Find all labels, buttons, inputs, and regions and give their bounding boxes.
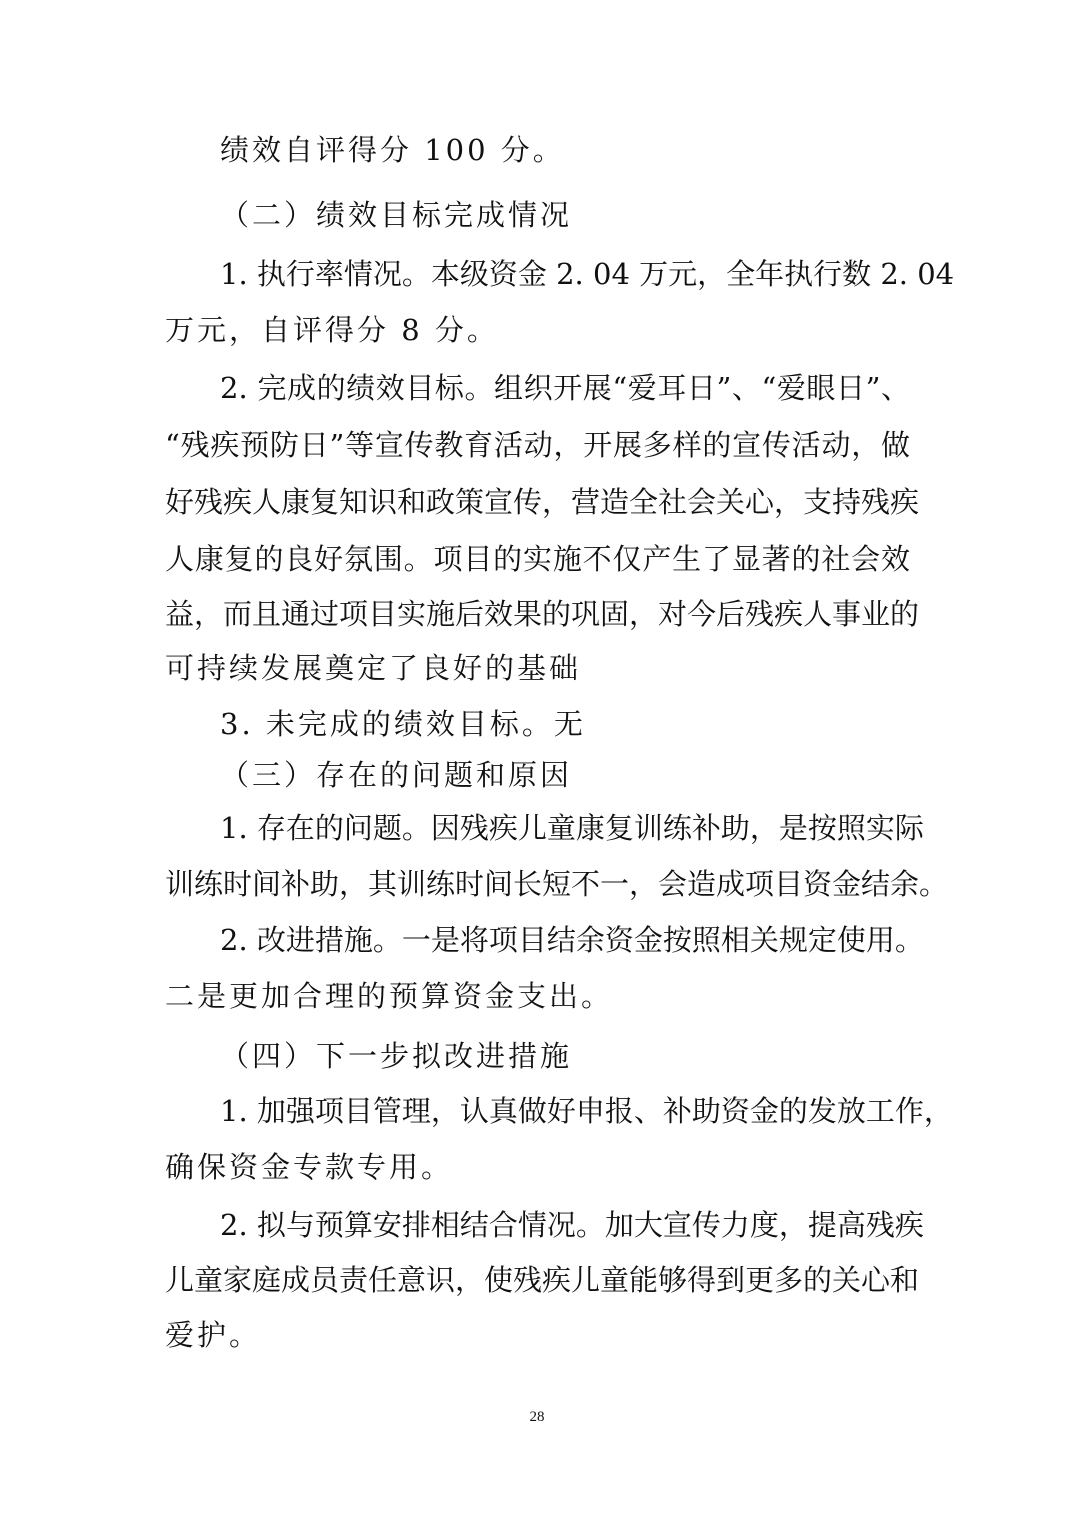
paragraph-line: 2. 完成的绩效目标。组织开展“爱耳日”、“爱眼日”、 xyxy=(220,371,910,405)
paragraph-line: 2. 改进措施。一是将项目结余资金按照相关规定使用。 xyxy=(220,923,924,957)
section-heading-3: （三）存在的问题和原因 xyxy=(220,758,573,792)
paragraph-line: 人康复的良好氛围。项目的实施不仅产生了显著的社会效 xyxy=(165,542,910,576)
paragraph-line: 好残疾人康复知识和政策宣传，营造全社会关心，支持残疾 xyxy=(165,485,920,519)
paragraph-line: 训练时间补助，其训练时间长短不一，会造成项目资金结余。 xyxy=(165,867,949,901)
paragraph-line: 可持续发展奠定了良好的基础 xyxy=(165,651,582,685)
paragraph-line: “残疾预防日”等宣传教育活动，开展多样的宣传活动，做 xyxy=(165,428,910,462)
paragraph-line: 1. 加强项目管理，认真做好申报、补助资金的发放工作， xyxy=(220,1094,953,1128)
paragraph-line: 1. 执行率情况。本级资金 2. 04 万元，全年执行数 2. 04 xyxy=(220,257,955,291)
paragraph-line: 二是更加合理的预算资金支出。 xyxy=(165,979,614,1013)
section-heading-2: （二）绩效目标完成情况 xyxy=(220,198,573,232)
paragraph-line: 爱护。 xyxy=(165,1318,262,1352)
paragraph-line: 2. 拟与预算安排相结合情况。加大宣传力度，提高残疾 xyxy=(220,1208,924,1242)
paragraph-line: 万元，自评得分 8 分。 xyxy=(165,313,499,347)
paragraph-line: 3. 未完成的绩效目标。无 xyxy=(220,707,586,741)
score-line: 绩效自评得分 100 分。 xyxy=(220,133,565,167)
page-number: 28 xyxy=(529,1409,545,1425)
paragraph-line: 确保资金专款专用。 xyxy=(165,1150,454,1184)
paragraph-line: 儿童家庭成员责任意识，使残疾儿童能够得到更多的关心和 xyxy=(165,1263,920,1297)
section-heading-4: （四）下一步拟改进措施 xyxy=(220,1039,573,1073)
paragraph-line: 1. 存在的问题。因残疾儿童康复训练补助，是按照实际 xyxy=(220,811,924,845)
paragraph-line: 益，而且通过项目实施后效果的巩固，对今后残疾人事业的 xyxy=(165,597,920,631)
